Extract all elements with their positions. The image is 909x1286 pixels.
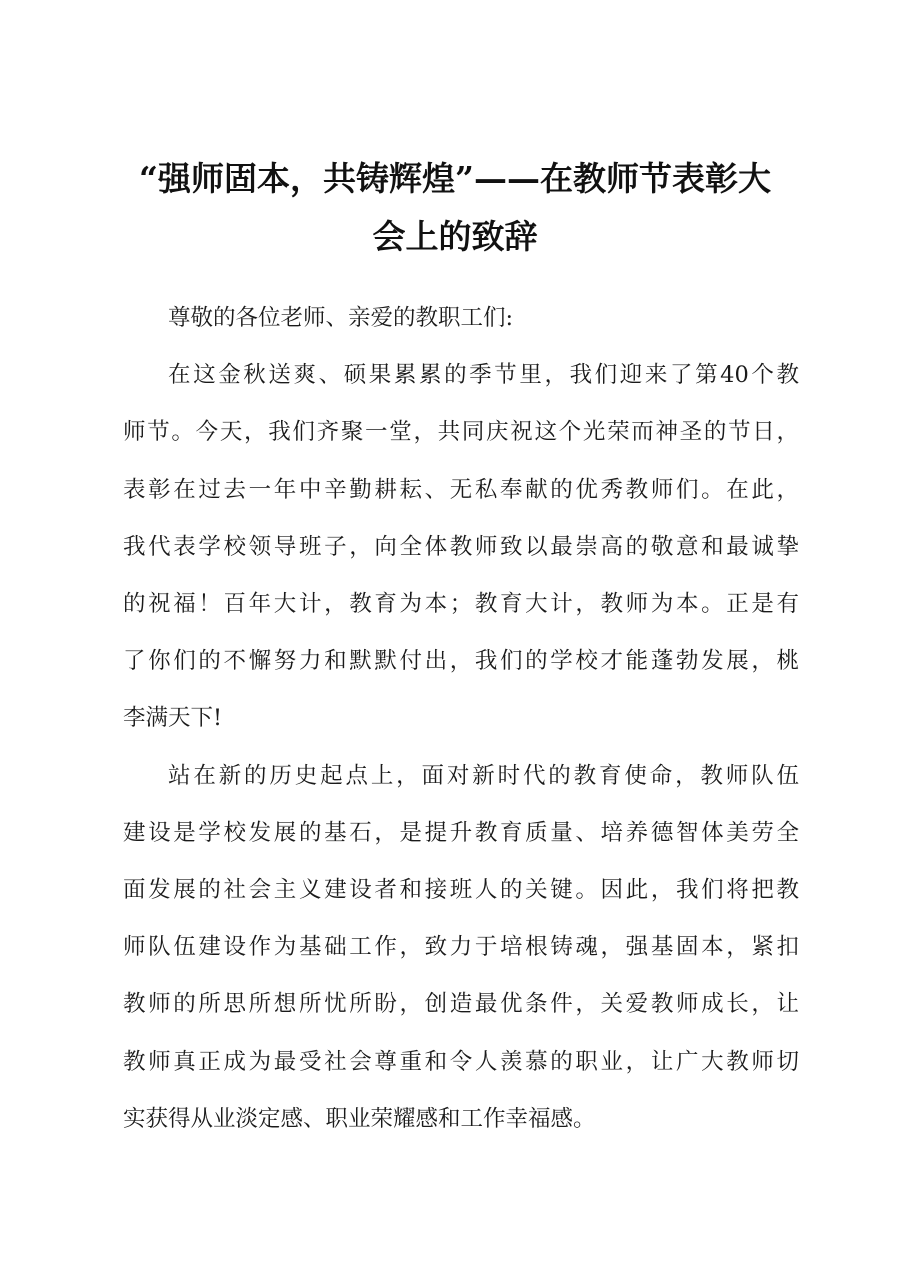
paragraph-line: 面发展的社会主义建设者和接班人的关键。因此，我们将把教 [123,877,799,904]
document-body [123,290,799,1148]
paragraph-line: 建设是学校发展的基石，是提升教育质量、培养德智体美劳全 [123,819,799,846]
paragraph-line: 我代表学校领导班子，向全体教师致以最崇高的敬意和最诚挚 [123,533,799,560]
paragraph-line: 在这金秋送爽、硕果累累的季节里，我们迎来了第40个教 [168,362,799,389]
paragraph-line: 了你们的不懈努力和默默付出，我们的学校才能蓬勃发展，桃 [123,648,799,675]
paragraph-line: 师节。今天，我们齐聚一堂，共同庆祝这个光荣而神圣的节日， [123,419,799,446]
paragraph-line: 表彰在过去一年中辛勤耕耘、无私奉献的优秀教师们。在此， [123,476,799,503]
paragraph-line: 师队伍建设作为基础工作，致力于培根铸魂，强基固本，紧扣 [123,934,799,961]
paragraph-line: 李满天下! [123,705,223,732]
paragraph-2 [123,748,799,1148]
paragraph-line: 的祝福！百年大计，教育为本；教育大计，教师为本。正是有 [123,591,799,618]
title-line-1: “强师固本，共铸辉煌”——在教师节表彰大 [139,159,771,198]
paragraph-line: 实获得从业淡定感、职业荣耀感和工作幸福感。 [123,1105,596,1132]
paragraph-line: 教师真正成为最受社会尊重和令人羡慕的职业，让广大教师切 [123,1048,799,1075]
salutation: 尊敬的各位老师、亲爱的教职工们: [168,305,514,331]
document-title [110,150,800,266]
paragraph-1 [123,347,799,747]
title-line-2: 会上的致辞 [372,217,538,256]
paragraph-line: 教师的所思所想所忧所盼，创造最优条件，关爱教师成长，让 [123,991,799,1018]
paragraph-line: 站在新的历史起点上，面对新时代的教育使命，教师队伍 [168,762,799,789]
